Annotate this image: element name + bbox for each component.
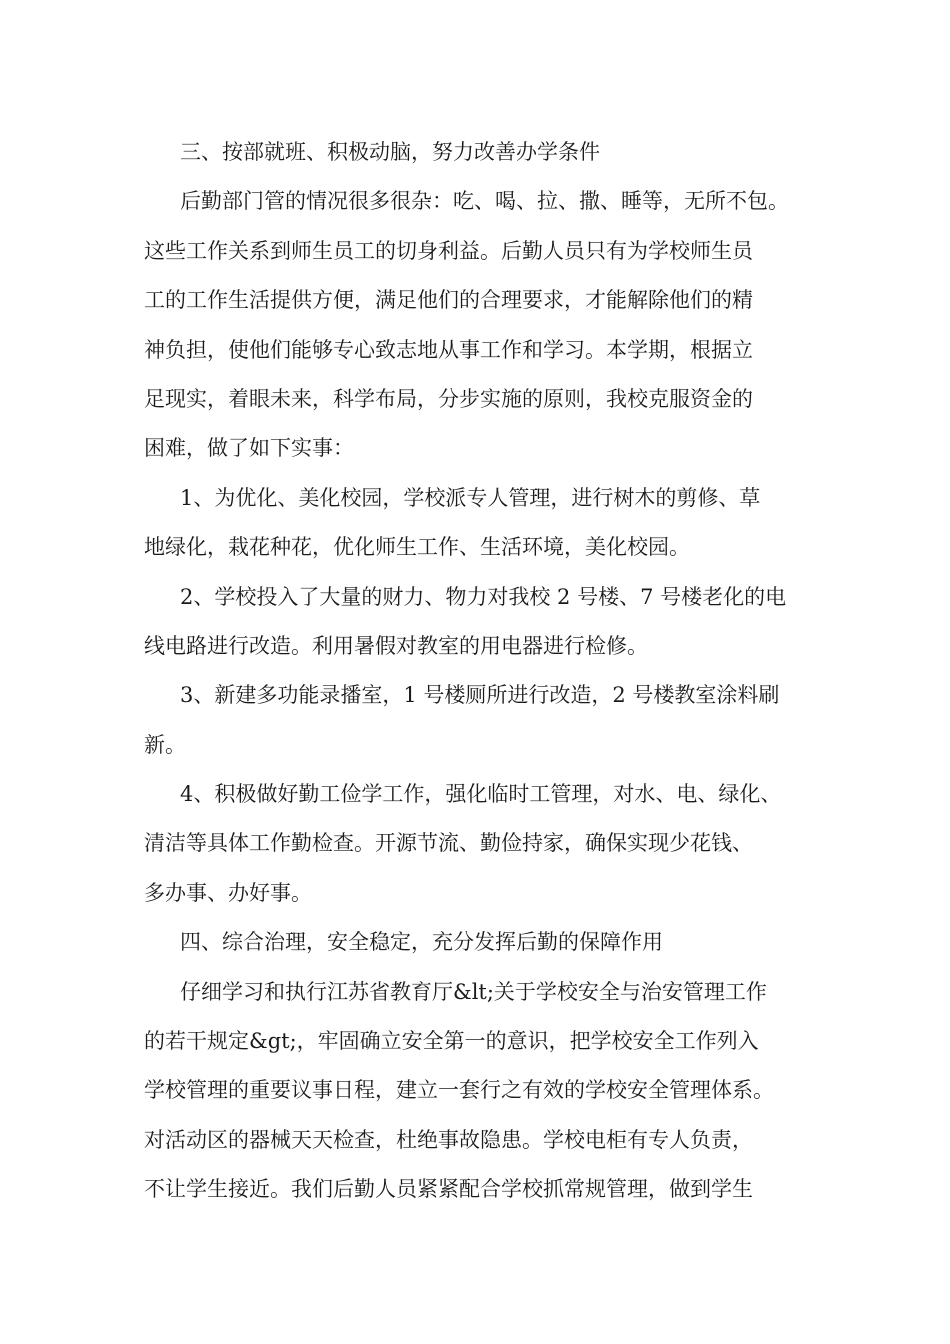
text-line: 新。 — [144, 732, 186, 757]
section-heading: 三、按部就班、积极动脑，努力改善办学条件 — [180, 140, 600, 164]
text-line: 工的工作生活提供方便，满足他们的合理要求，才能解除他们的精 — [144, 288, 753, 313]
text-line: 对活动区的器械天天检查，杜绝事故隐患。学校电柜有专人负责， — [144, 1127, 753, 1152]
text-line: 地绿化，栽花种花，优化师生工作、生活环境，美化校园。 — [144, 535, 690, 560]
text-line: 3、新建多功能录播室，1 号楼厕所进行改造，2 号楼教室涂料刷 — [180, 683, 780, 708]
text-line: 学校管理的重要议事日程，建立一套行之有效的学校安全管理体系。 — [144, 1078, 774, 1103]
text-line: 足现实，着眼未来，科学布局，分步实施的原则，我校克服资金的 — [144, 386, 753, 411]
text-line: 的若干规定&gt;，牢固确立安全第一的意识，把学校安全工作列入 — [144, 1029, 759, 1054]
text-line: 2、学校投入了大量的财力、物力对我校 2 号楼、7 号楼老化的电 — [180, 584, 787, 609]
text-line: 神负担，使他们能够专心致志地从事工作和学习。本学期，根据立 — [144, 337, 753, 362]
section-heading: 四、综合治理，安全稳定，充分发挥后勤的保障作用 — [180, 930, 663, 955]
text-line: 线电路进行改造。利用暑假对教室的用电器进行检修。 — [144, 633, 648, 658]
text-line: 后勤部门管的情况很多很杂：吃、喝、拉、撒、睡等，无所不包。 — [180, 189, 789, 214]
document-body — [144, 128, 816, 1215]
text-line: 清洁等具体工作勤检查。开源节流、勤俭持家，确保实现少花钱、 — [144, 831, 753, 856]
text-line: 多办事、办好事。 — [144, 880, 312, 905]
text-line: 这些工作关系到师生员工的切身利益。后勤人员只有为学校师生员 — [144, 238, 753, 263]
text-line: 4、积极做好勤工俭学工作，强化临时工管理，对水、电、绿化、 — [180, 782, 782, 807]
text-line: 不让学生接近。我们后勤人员紧紧配合学校抓常规管理，做到学生 — [144, 1177, 753, 1202]
text-line: 仔细学习和执行江苏省教育厅&lt;关于学校安全与治安管理工作 — [180, 979, 767, 1004]
text-line: 困难，做了如下实事： — [144, 436, 354, 461]
text-line: 1、为优化、美化校园，学校派专人管理，进行树木的剪修、草 — [180, 485, 761, 510]
